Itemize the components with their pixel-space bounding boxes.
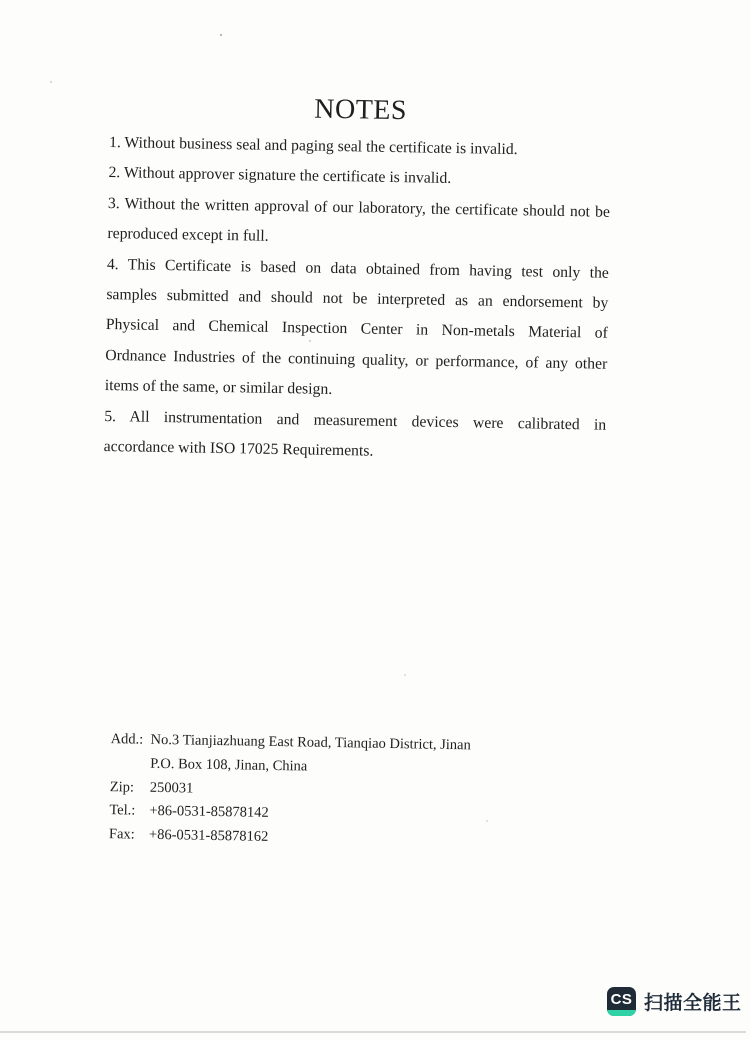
note-line: reproduced except in full. [107, 225, 269, 246]
note-line: 4. This Certificate is based on data obtained from having test only the [106, 255, 609, 282]
fax-label: Fax: [108, 825, 135, 843]
note-line: Ordnance Industries of the continuing quality, or performance, of any other [105, 346, 608, 373]
note-line: items of the same, or similar design. [104, 377, 333, 399]
camscanner-app-name: 扫描全能王 [644, 993, 742, 1014]
zip-value: 250031 [149, 779, 194, 797]
tel-value: +86-0531-85878142 [149, 803, 269, 822]
scan-speckle [486, 820, 488, 822]
notes-list [103, 128, 611, 471]
zip-label: Zip: [109, 778, 135, 796]
contact-block [109, 729, 601, 856]
document-content [97, 88, 612, 855]
address-label: Add.: [110, 731, 144, 749]
scan-speckle [309, 340, 311, 342]
cs-icon-accent-bar [607, 1010, 636, 1016]
note-line: 3. Without the written approval of our laboratory, the certificate should not be [107, 194, 611, 221]
scan-speckle [50, 81, 52, 83]
note-line: 2. Without approver signature the certificate is invalid. [108, 164, 452, 188]
address-value: No.3 Tianjiazhuang East Road, Tianqiao District, Jinan [150, 732, 471, 754]
note-item-4 [105, 250, 610, 411]
note-line: samples submitted and should not be interpreted as an endorsement by [106, 286, 609, 312]
bottom-divider-line [0, 1031, 746, 1033]
note-item-5 [103, 402, 606, 472]
page-title: NOTES [314, 93, 408, 127]
fax-value: +86-0531-85878162 [148, 826, 269, 845]
address-value: P.O. Box 108, Jinan, China [150, 755, 308, 775]
note-line: Physical and Chemical Inspection Center in Non-metals Material of [105, 316, 608, 343]
scan-speckle [404, 674, 406, 676]
camscanner-icon [607, 987, 636, 1016]
note-line: accordance with ISO 17025 Requirements. [103, 438, 374, 460]
cs-icon-letters: CS [610, 991, 633, 1008]
note-line: 5. All instrumentation and measurement devices were calibrated in [104, 407, 607, 434]
note-line: 1. Without business seal and paging seal the certificate is invalid. [108, 133, 518, 159]
scan-speckle [220, 34, 222, 36]
tel-label: Tel.: [109, 802, 136, 819]
camscanner-watermark [607, 987, 742, 1016]
note-item-3 [107, 189, 610, 259]
